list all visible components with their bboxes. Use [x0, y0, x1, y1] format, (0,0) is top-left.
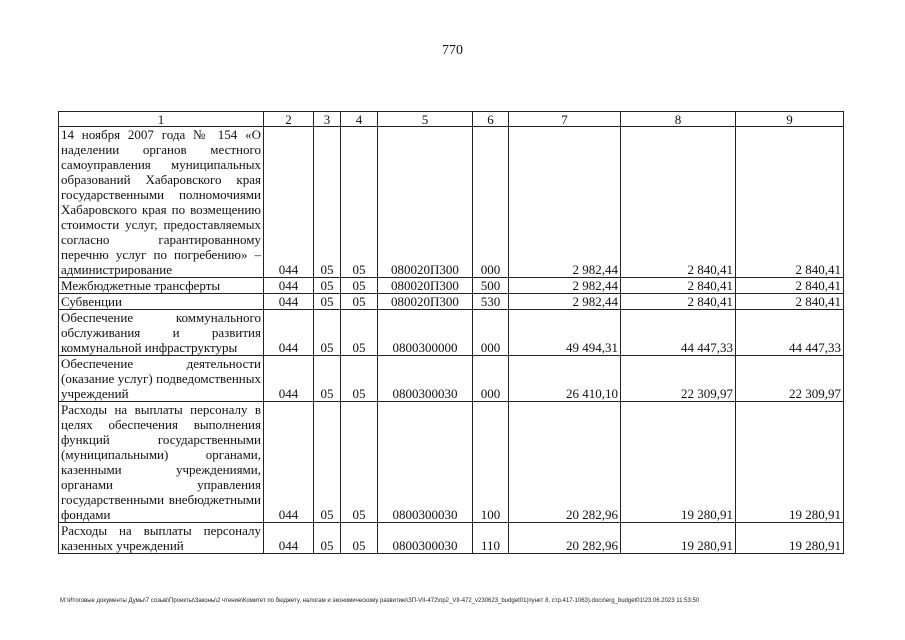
table-row	[59, 294, 844, 310]
subsection-code-cell: 05	[341, 402, 378, 523]
amount-cell: 44 447,33	[621, 310, 736, 356]
target-article-cell: 080020П300	[378, 278, 473, 294]
amount-cell: 2 840,41	[736, 278, 844, 294]
ministry-code-cell: 044	[264, 402, 314, 523]
amount-cell: 2 982,44	[509, 294, 621, 310]
header-cell: 3	[314, 112, 341, 127]
amount-cell: 44 447,33	[736, 310, 844, 356]
header-cell: 4	[341, 112, 378, 127]
section-code-cell: 05	[314, 356, 341, 402]
amount-cell: 2 982,44	[509, 278, 621, 294]
table-row	[59, 523, 844, 554]
row-name-cell: Расходы на выплаты персоналу в целях обеспечения выполнения функций государственными (муниципальными) органами, казенными учреждениями, органами управления государственными внебюджетными фондами	[59, 402, 264, 523]
subsection-code-cell: 05	[341, 127, 378, 278]
amount-cell: 19 280,91	[621, 402, 736, 523]
amount-cell: 20 282,96	[509, 523, 621, 554]
amount-cell: 26 410,10	[509, 356, 621, 402]
header-cell: 6	[473, 112, 509, 127]
ministry-code-cell: 044	[264, 278, 314, 294]
target-article-cell: 080020П300	[378, 127, 473, 278]
table-row	[59, 278, 844, 294]
row-name-cell: Обеспечение деятельности (оказание услуг) подведомственных учреждений	[59, 356, 264, 402]
expense-type-cell: 000	[473, 356, 509, 402]
expense-type-cell: 100	[473, 402, 509, 523]
row-name-cell: 14 ноября 2007 года № 154 «О наделении органов местного самоуправления муниципальных образований Хабаровского края государственными полномочиями Хабаровского края по возмещению стоимости услуг, предоставляемых согласно гарантированному перечню услуг по погребению» – администрирование	[59, 127, 264, 278]
amount-cell: 19 280,91	[621, 523, 736, 554]
table-row	[59, 402, 844, 523]
target-article-cell: 0800300030	[378, 356, 473, 402]
expense-type-cell: 000	[473, 310, 509, 356]
header-row	[59, 112, 844, 127]
amount-cell: 19 280,91	[736, 523, 844, 554]
amount-cell: 20 282,96	[509, 402, 621, 523]
amount-cell: 2 840,41	[621, 127, 736, 278]
expense-type-cell: 500	[473, 278, 509, 294]
ministry-code-cell: 044	[264, 294, 314, 310]
target-article-cell: 0800300030	[378, 402, 473, 523]
budget-table	[58, 111, 844, 554]
subsection-code-cell: 05	[341, 294, 378, 310]
amount-cell: 19 280,91	[736, 402, 844, 523]
amount-cell: 49 494,31	[509, 310, 621, 356]
expense-type-cell: 000	[473, 127, 509, 278]
ministry-code-cell: 044	[264, 523, 314, 554]
row-name-cell: Субвенции	[59, 294, 264, 310]
table-row	[59, 356, 844, 402]
subsection-code-cell: 05	[341, 356, 378, 402]
amount-cell: 2 982,44	[509, 127, 621, 278]
expense-type-cell: 530	[473, 294, 509, 310]
ministry-code-cell: 044	[264, 356, 314, 402]
page-number: 770	[442, 43, 463, 58]
expense-type-cell: 110	[473, 523, 509, 554]
ministry-code-cell: 044	[264, 310, 314, 356]
header-cell: 7	[509, 112, 621, 127]
amount-cell: 22 309,97	[621, 356, 736, 402]
header-cell: 1	[59, 112, 264, 127]
amount-cell: 2 840,41	[621, 278, 736, 294]
row-name-cell: Расходы на выплаты персоналу казенных учреждений	[59, 523, 264, 554]
amount-cell: 22 309,97	[736, 356, 844, 402]
table-row	[59, 310, 844, 356]
ministry-code-cell: 044	[264, 127, 314, 278]
target-article-cell: 0800300000	[378, 310, 473, 356]
amount-cell: 2 840,41	[621, 294, 736, 310]
document-path-footer: M:\Итоговые документы Думы\7 созыв\Проекты\Законы\2 чтение\Комитет по бюджету, налогам и экономическому развитию\ЗП-VII-472\пр2_VII-472_v230623_budget01(пункт 8, стр.417-1063).docx\erg_budget01\23.06.2023 11:53:50	[60, 598, 700, 604]
subsection-code-cell: 05	[341, 310, 378, 356]
header-cell: 2	[264, 112, 314, 127]
section-code-cell: 05	[314, 523, 341, 554]
target-article-cell: 080020П300	[378, 294, 473, 310]
row-name-cell: Обеспечение коммунального обслуживания и развития коммунальной инфраструктуры	[59, 310, 264, 356]
section-code-cell: 05	[314, 310, 341, 356]
row-name-cell: Межбюджетные трансферты	[59, 278, 264, 294]
table-row	[59, 127, 844, 278]
subsection-code-cell: 05	[341, 278, 378, 294]
header-cell: 9	[736, 112, 844, 127]
amount-cell: 2 840,41	[736, 294, 844, 310]
amount-cell: 2 840,41	[736, 127, 844, 278]
header-cell: 5	[378, 112, 473, 127]
header-cell: 8	[621, 112, 736, 127]
section-code-cell: 05	[314, 127, 341, 278]
subsection-code-cell: 05	[341, 523, 378, 554]
target-article-cell: 0800300030	[378, 523, 473, 554]
section-code-cell: 05	[314, 402, 341, 523]
section-code-cell: 05	[314, 278, 341, 294]
section-code-cell: 05	[314, 294, 341, 310]
